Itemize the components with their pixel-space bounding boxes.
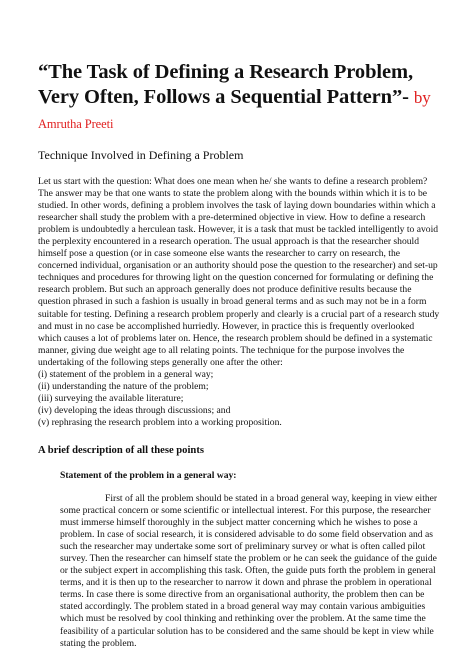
steps-list bbox=[38, 369, 440, 429]
list-item: (ii) understanding the nature of the problem; bbox=[38, 380, 209, 392]
author-name: Amrutha Preeti bbox=[38, 117, 114, 131]
section-paragraph: First of all the problem should be stated in a broad general way, keeping in view either some practical concern or some scientific or intellectual interest. For this purpose, the researcher must immerse himself thoroughly in the subject matter concerning which he wishes to pose a problem. In case of social research, it is considered advisable to do some field observation and as such the researcher may undertake some sort of preliminary survey or what is often called pilot survey. Then the researcher can himself state the problem or he can seek the guidance of the guide or the subject expert in accomplishing this task. Often, the guide puts forth the problem in general terms, and it is then up to the researcher to narrow it down and phrase the problem in operational terms. In case there is some directive from an organisational authority, the problem then can be stated accordingly. The problem stated in a broad general way may contain various ambiguities which must be resolved by cool thinking and rethinking over the problem. At the same time the feasibility of a particular solution has to be considered and the same should be kept in view while stating the problem. bbox=[60, 492, 438, 649]
intro-paragraph: Let us start with the question: What does one mean when he/ she wants to define a research problem? The answer may be that one wants to state the problem along with the bounds within which it is to be studied. In other words, defining a problem involves the task of laying down boundaries within which a researcher shall study the problem with a pre-determined objective in view. How to define a research problem is undoubtedly a herculean task. However, it is a task that must be tackled intelligently to avoid the perplexity encountered in a research operation. The usual approach is that the researcher should himself pose a question (or in case someone else wants the researcher to carry on research, the concerned individual, organisation or an authority should pose the question to the researcher) and set-up techniques and procedures for throwing light on the question concerned for formulating or defining the research problem. But such an approach generally does not produce definitive results because the question phrased in such a fashion is usually in broad general terms and as such may not be in a form suitable for testing. Defining a research problem properly and clearly is a crucial part of a research study and must in no case be accomplished hurriedly. However, in practice this is frequently overlooked which causes a lot of problems later on. Hence, the research problem should be defined in a systematic manner, giving due weight age to all relating points. The technique for the purpose involves the undertaking of the following steps generally one after the other: bbox=[38, 176, 440, 368]
sub-heading: Statement of the problem in a general way: bbox=[60, 469, 237, 481]
list-item: (v) rephrasing the research problem into a working proposition. bbox=[38, 416, 282, 428]
section-heading: A brief description of all these points bbox=[38, 444, 204, 456]
list-item: (iii) surveying the available literature; bbox=[38, 392, 184, 404]
title-text: “The Task of Defining a Research Problem, Very Often, Follows a Sequential Pattern”- bbox=[38, 61, 413, 108]
document-subtitle: Technique Involved in Defining a Problem bbox=[38, 148, 244, 162]
document-title bbox=[38, 60, 440, 137]
byline-by: by bbox=[413, 88, 431, 107]
list-item: (i) statement of the problem in a general way; bbox=[38, 368, 214, 380]
list-item: (iv) developing the ideas through discussions; and bbox=[38, 404, 231, 416]
